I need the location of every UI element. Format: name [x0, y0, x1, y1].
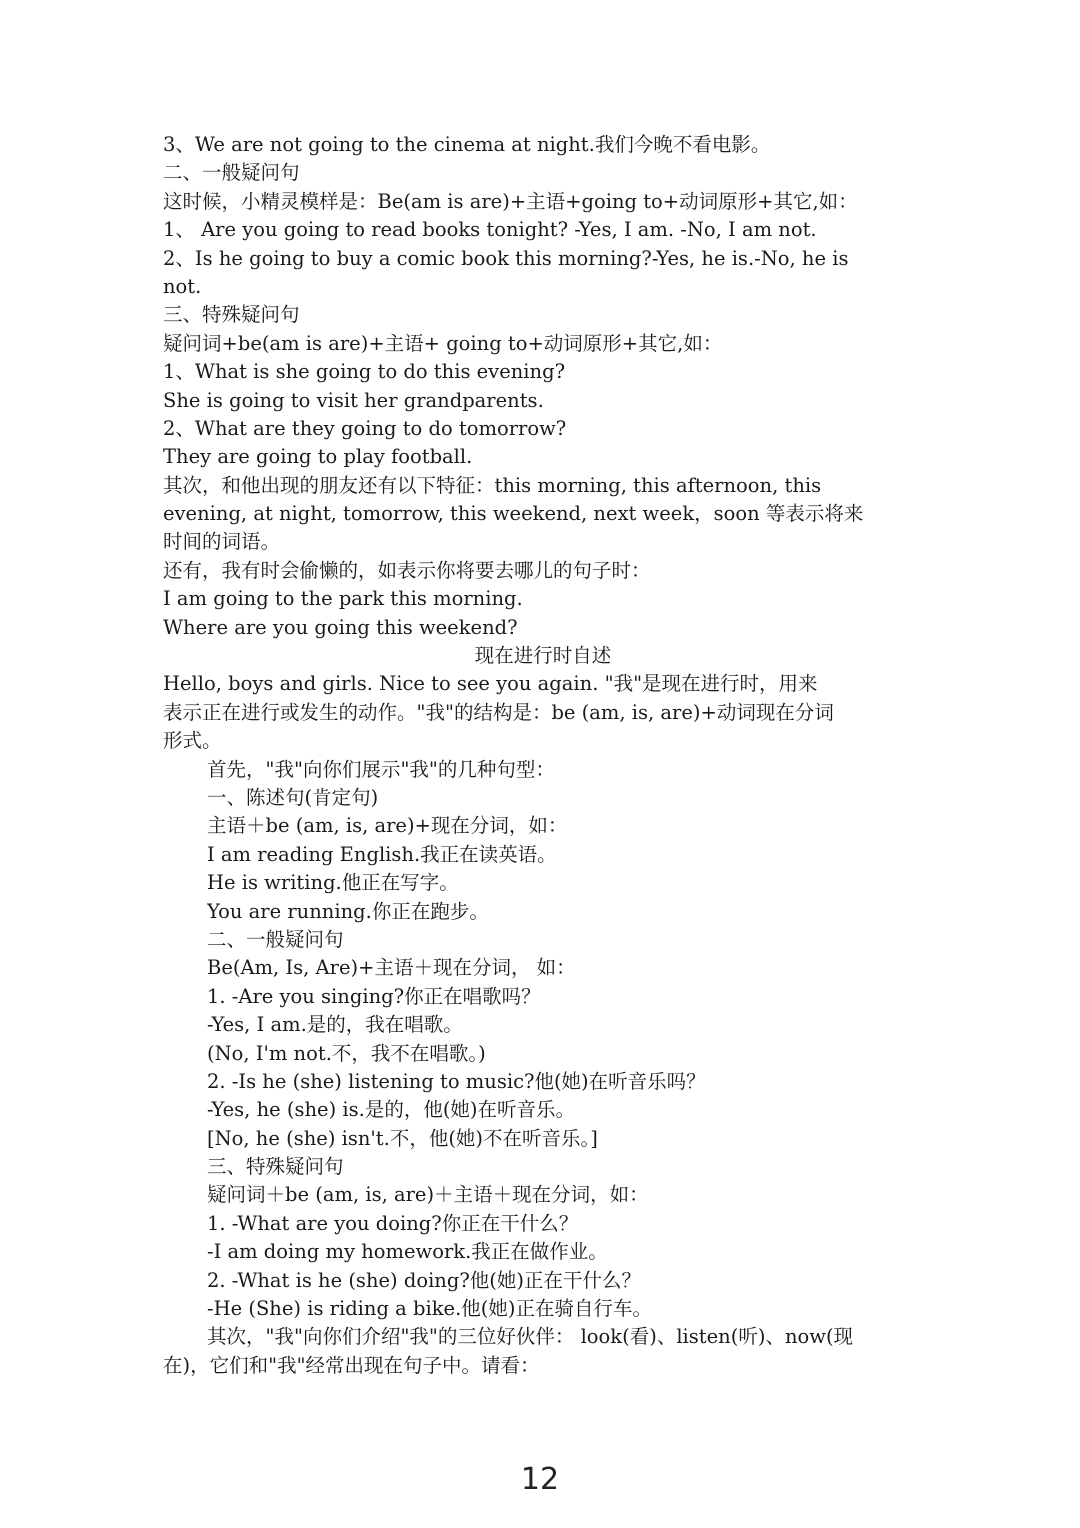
- text-line: Hello, boys and girls. Nice to see you again. "我"是现在进行时，用来: [163, 672, 818, 696]
- chapter-title: 现在进行时自述: [474, 644, 612, 668]
- text-line: 形式。: [163, 729, 222, 753]
- text-line: 疑问词+be(am is are)+主语+ going to+动词原形+其它,如：: [163, 331, 723, 355]
- text-line: evening, at night, tomorrow, this weekend, next week，soon 等表示将来: [163, 502, 864, 526]
- document-body: [163, 131, 923, 1380]
- section-heading: 三、特殊疑问句: [207, 1155, 344, 1179]
- text-line: 1、 Are you going to read books tonight? -Yes, I am. -No, I am not.: [163, 218, 817, 242]
- text-line: Where are you going this weekend?: [163, 615, 518, 639]
- text-line: 首先，"我"向你们展示"我"的几种句型：: [207, 757, 555, 781]
- text-line: 其次，和他出现的朋友还有以下特征：this morning, this afternoon, this: [163, 473, 822, 497]
- text-line: -I am doing my homework.我正在做作业。: [207, 1240, 608, 1264]
- text-line: 还有，我有时会偷懒的，如表示你将要去哪儿的句子时：: [163, 558, 651, 582]
- text-line: They are going to play football.: [163, 445, 473, 469]
- text-line: -He (She) is riding a bike.他(她)正在骑自行车。: [207, 1297, 652, 1321]
- text-line: I am going to the park this morning.: [163, 587, 523, 611]
- text-line: 表示正在进行或发生的动作。"我"的结构是：be (am, is, are)+动词现在分词: [163, 700, 834, 724]
- text-line: -Yes, he (she) is.是的，他(她)在听音乐。: [207, 1098, 576, 1122]
- text-line: 疑问词＋be (am, is, are)＋主语＋现在分词，如：: [207, 1183, 649, 1207]
- text-line: 时间的词语。: [163, 530, 281, 554]
- text-line: not.: [163, 274, 202, 298]
- text-line: Be(Am, Is, Are)+主语＋现在分词， 如：: [207, 956, 576, 980]
- text-line: 2、What are they going to do tomorrow?: [163, 416, 567, 440]
- text-line: 在)，它们和"我"经常出现在句子中。请看：: [163, 1353, 540, 1377]
- text-line: 1. -Are you singing?你正在唱歌吗？: [207, 984, 541, 1008]
- section-heading: 三、特殊疑问句: [163, 303, 300, 327]
- text-line: He is writing.他正在写字。: [207, 871, 459, 895]
- page-number: 12: [520, 1462, 560, 1497]
- text-line: [No, he (she) isn't.不，他(她)不在听音乐。]: [207, 1126, 598, 1150]
- text-line: 3、We are not going to the cinema at night.我们今晚不看电影。: [163, 133, 771, 156]
- text-line: 1. -What are you doing?你正在干什么？: [207, 1211, 579, 1235]
- text-line: 主语＋be (am, is, are)+现在分词，如：: [207, 814, 568, 838]
- text-line: 1、What is she going to do this evening?: [163, 360, 566, 384]
- text-line: 2、Is he going to buy a comic book this morning?-Yes, he is.-No, he is: [163, 246, 849, 270]
- text-line: I am reading English.我正在读英语。: [207, 842, 557, 866]
- text-line: You are running.你正在跑步。: [207, 899, 489, 923]
- text-line: 其次，"我"向你们介绍"我"的三位好伙伴： look(看)、listen(听)、now(现: [207, 1325, 854, 1349]
- section-heading: 一、陈述句(肯定句): [207, 785, 379, 809]
- text-line: 2. -What is he (she) doing?他(她)正在干什么？: [207, 1268, 642, 1292]
- text-line: (No, I'm not.不，我不在唱歌。): [207, 1041, 486, 1065]
- text-line: 2. -Is he (she) listening to music?他(她)在听音乐吗？: [207, 1069, 706, 1093]
- text-line: 这时候，小精灵模样是：Be(am is are)+主语+going to+动词原形+其它,如：: [163, 189, 858, 213]
- text-line: -Yes, I am.是的，我在唱歌。: [207, 1013, 463, 1037]
- section-heading: 二、一般疑问句: [163, 161, 300, 185]
- section-heading: 二、一般疑问句: [207, 927, 344, 951]
- text-line: She is going to visit her grandparents.: [163, 388, 544, 412]
